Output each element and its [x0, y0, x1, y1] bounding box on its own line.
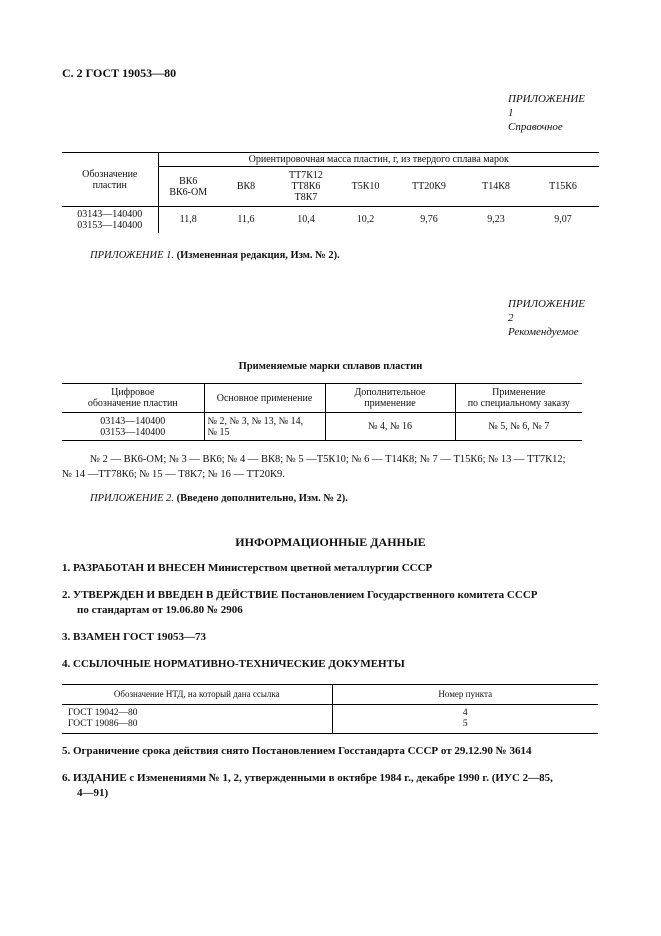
info-title: ИНФОРМАЦИОННЫЕ ДАННЫЕ [235, 535, 426, 549]
info-item-4: 4. ССЫЛОЧНЫЕ НОРМАТИВНО-ТЕХНИЧЕСКИЕ ДОКУМЕНТЫ [62, 658, 405, 670]
value-cell: 9,07 [554, 214, 572, 226]
appendix1-subtitle: Справочное [508, 121, 563, 133]
table-row [62, 207, 599, 233]
col-header: Цифровое обозначение пластин [62, 384, 204, 413]
col-header: Номер пункта [438, 689, 493, 699]
value-cell: 10,4 [297, 214, 315, 226]
ref-docs-cell: ГОСТ 19042—80 ГОСТ 19086—80 [62, 705, 332, 734]
value-cell: 11,8 [179, 214, 197, 226]
appendix2-heading [508, 297, 593, 339]
designation-cell: 03143—140400 03153—140400 [62, 207, 158, 233]
grade-header: Т14К8 [465, 167, 527, 207]
col-header: Дополнительное применение [325, 384, 455, 413]
additional-use-cell: № 4, № 16 [325, 413, 455, 441]
appendix1-heading [508, 92, 593, 134]
grade-header: Т5К10 [338, 167, 393, 207]
appendix2-title: ПРИЛОЖЕНИЕ 2 [508, 298, 585, 324]
appendix2-table-title: Применяемые марки сплавов пластин [238, 361, 423, 372]
value-cell: 9,76 [420, 214, 438, 226]
main-use-cell: № 2, № 3, № 13, № 14, № 15 [204, 413, 325, 441]
col-header: Основное применение [204, 384, 325, 413]
group-header: Ориентировочная масса пластин, г, из твердого сплава марок [158, 153, 599, 167]
designation-cell: 03143—140400 03153—140400 [62, 413, 204, 441]
value-cell: 11,6 [237, 214, 255, 226]
table-row [62, 705, 598, 734]
col-header: Обозначение НТД, на который дана ссылка [62, 685, 332, 705]
info-item-1: 1. РАЗРАБОТАН И ВНЕСЕН Министерством цветной металлургии СССР [62, 562, 433, 574]
table-row [62, 413, 582, 441]
grade-header: ТТ20К9 [393, 167, 465, 207]
appendix1-note: ПРИЛОЖЕНИЕ 1. (Измененная редакция, Изм. № 2). [90, 250, 340, 261]
info-item-5: 5. Ограничение срока действия снято Постановлением Госстандарта СССР от 29.12.90 № 3614 [62, 745, 532, 757]
special-use-cell: № 5, № 6, № 7 [488, 421, 550, 432]
value-cell: 9,23 [487, 214, 505, 226]
ref-points-cell: 4 5 [462, 708, 468, 729]
info-item-2: 2. УТВЕРЖДЕН И ВВЕДЕН В ДЕЙСТВИЕ Постановлением Государственного комитета СССР по стандартам от 19.06.80 № 2906 [62, 589, 538, 616]
appendix2-subtitle: Рекомендуемое [508, 326, 579, 338]
info-item-3: 3. ВЗАМЕН ГОСТ 19053—73 [62, 631, 207, 643]
appendix1-mass-table [62, 152, 599, 233]
col-designation-header: Обозначение пластин [62, 153, 158, 207]
grade-header: ТТ7К12 ТТ8К6 Т8К7 [274, 167, 338, 207]
appendix2-grades-table [62, 383, 582, 441]
col-header: Применение по специальному заказу [467, 387, 570, 409]
page-header: С. 2 ГОСТ 19053—80 [62, 66, 177, 80]
info-item-6: 6. ИЗДАНИЕ с Изменениями № 1, 2, утвержденными в октябре 1984 г., декабре 1990 г. (ИУС 2—85, 4—91) [62, 772, 553, 799]
value-cell: 10,2 [356, 214, 375, 226]
appendix2-note: ПРИЛОЖЕНИЕ 2. (Введено дополнительно, Изм. № 2). [90, 493, 348, 504]
grade-header: ВК8 [218, 167, 274, 207]
grade-header: Т15К6 [527, 167, 599, 207]
grade-header: ВК6 ВК6-ОМ [158, 167, 218, 207]
grade-legend: № 2 — ВК6-ОМ; № 3 — ВК6; № 4 — ВК8; № 5 —Т5К10; № 6 — Т14К8; № 7 — Т15К6; № 13 — ТТ7К12; № 14 —ТТ78К6; № 15 — Т8К7; № 16 — ТТ20К9. [62, 454, 566, 480]
references-table [62, 684, 598, 734]
appendix1-title: ПРИЛОЖЕНИЕ 1 [508, 93, 585, 119]
